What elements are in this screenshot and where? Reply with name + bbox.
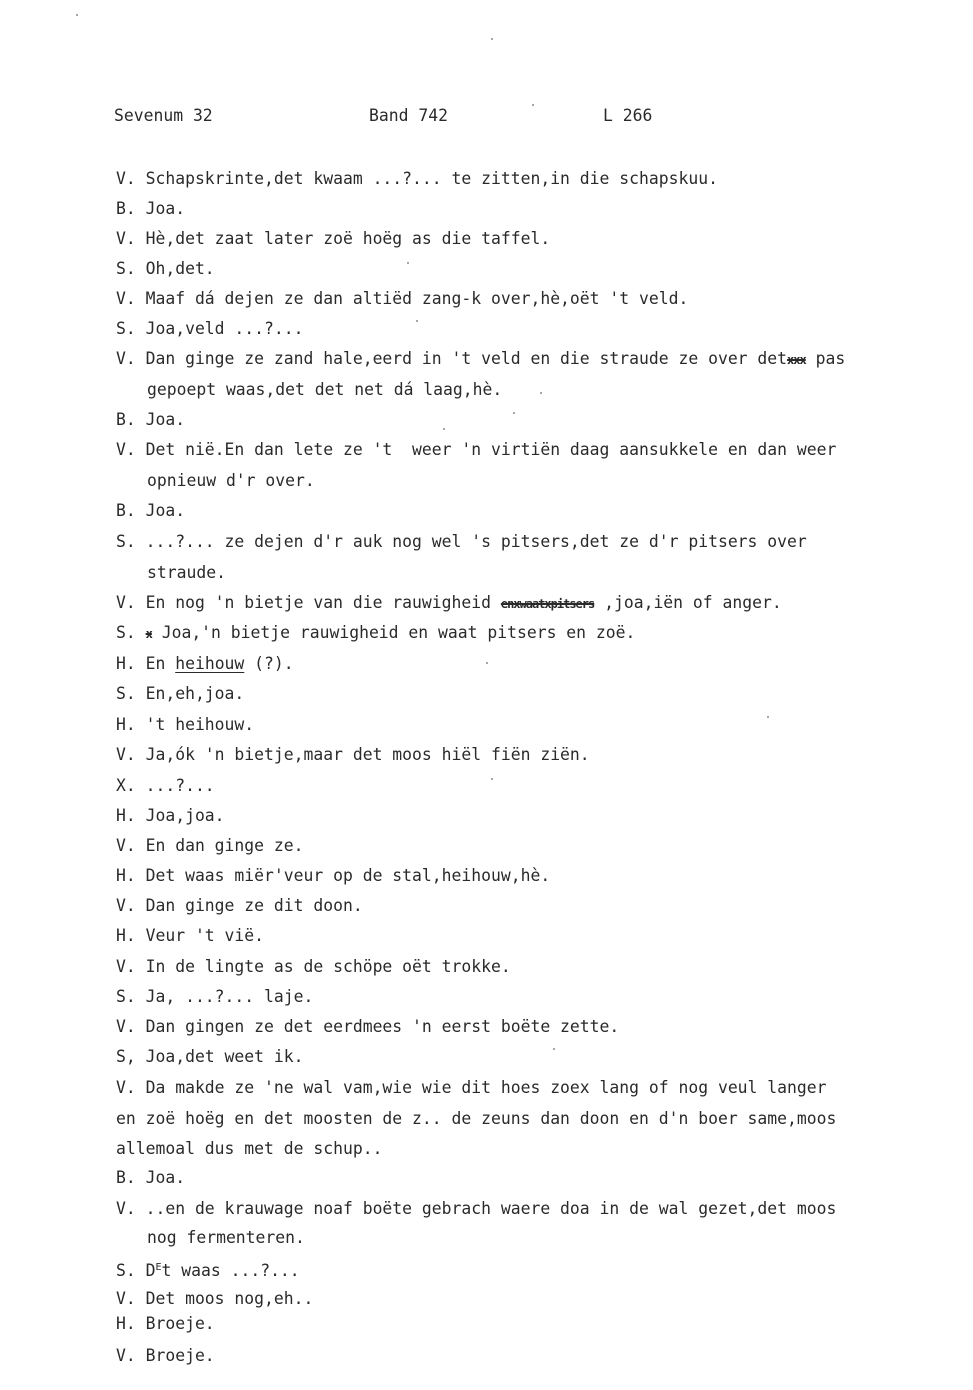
underlined-word: heihouw	[175, 654, 245, 673]
transcript-line: V. Hè,det zaat later zoë hoëg as die taffel.	[116, 229, 551, 248]
transcript-line: H. Veur 't vië.	[116, 926, 265, 945]
line-text: H. En	[116, 654, 176, 673]
transcript-line: V. In de lingte as de schöpe oët trokke.	[116, 957, 511, 976]
struck-text: enxwaatxpitsers	[500, 597, 595, 611]
header-center: Band 742	[369, 106, 448, 125]
transcript-line-continued: nog fermenteren.	[147, 1228, 305, 1247]
transcript-line: V. ..en de krauwage noaf boëte gebrach waere doa in de wal gezet,det moos	[116, 1199, 837, 1218]
scan-speck	[491, 778, 493, 780]
line-text: V. Dan ginge ze zand hale,eerd in 't veld en die straude ze over det	[116, 349, 788, 368]
transcript-line: B. Joa.	[116, 1168, 186, 1187]
transcript-line: H. 't heihouw.	[116, 715, 255, 734]
line-text: S.	[116, 623, 146, 642]
transcript-line-continued: opnieuw d'r over.	[147, 471, 315, 490]
transcript-line-continued: en zoë hoëg en det moosten de z.. de zeuns dan doon en d'n boer same,moos	[116, 1109, 837, 1128]
transcript-line: V. Ja,ók 'n bietje,maar det moos hiël fiën ziën.	[116, 745, 590, 764]
transcript-line: S. ...?... ze dejen d'r auk nog wel 's pitsers,det ze d'r pitsers over	[116, 532, 807, 551]
scan-speck	[553, 1048, 555, 1050]
line-text: t waas ...?...	[161, 1261, 300, 1280]
line-text: (?).	[244, 654, 294, 673]
transcript-line: V. Schapskrinte,det kwaam ...?... te zitten,in die schapskuu.	[116, 169, 718, 188]
transcript-line-continued: straude.	[147, 563, 226, 582]
transcript-line	[116, 623, 635, 644]
transcript-line	[116, 1258, 300, 1281]
transcript-line: V. Dan ginge ze dit doon.	[116, 896, 363, 915]
transcript-line: B. Joa.	[116, 410, 186, 429]
scan-speck	[443, 428, 445, 430]
header-right: L 266	[603, 106, 653, 125]
scan-speck	[540, 392, 542, 394]
transcript-line: B. Joa.	[116, 199, 186, 218]
transcript-line: H. Det waas miër'veur op de stal,heihouw,hè.	[116, 866, 551, 885]
scan-speck	[513, 412, 515, 414]
scan-speck	[76, 14, 78, 16]
line-text: V. En nog 'n bietje van die rauwigheid	[116, 593, 501, 612]
transcript-line	[116, 654, 294, 674]
scan-speck	[416, 320, 418, 322]
transcript-line: V. Dan gingen ze det eerdmees 'n eerst boëte zette.	[116, 1017, 620, 1036]
transcript-line: H. Broeje.	[116, 1314, 215, 1333]
transcript-line: S. Oh,det.	[116, 259, 215, 278]
transcript-line: V. Broeje.	[116, 1346, 215, 1365]
scan-speck	[767, 716, 769, 718]
scan-speck	[491, 38, 493, 40]
scan-speck	[532, 104, 534, 106]
scan-speck	[407, 262, 409, 264]
transcript-line: V. Da makde ze 'ne wal vam,wie wie dit hoes zoex lang of nog veul langer	[116, 1078, 827, 1097]
transcript-line-continued: gepoept waas,det det net dá laag,hè.	[147, 380, 503, 399]
transcript-line: S. Joa,veld ...?...	[116, 319, 304, 338]
transcript-line: H. Joa,joa.	[116, 806, 225, 825]
transcript-line: S, Joa,det weet ik.	[116, 1047, 304, 1066]
transcript-line: V. Maaf dá dejen ze dan altiëd zang-k over,hè,oët 't veld.	[116, 289, 689, 308]
transcript-line-continued: allemoal dus met de schup..	[116, 1139, 383, 1158]
transcript-line: V. En dan ginge ze.	[116, 836, 304, 855]
struck-text: x	[145, 627, 152, 641]
struck-text: xxx	[787, 353, 806, 367]
transcript-line	[116, 349, 845, 370]
superscript-letter: E	[155, 1262, 162, 1273]
transcript-line: S. En,eh,joa.	[116, 684, 245, 703]
transcript-line: X. ...?...	[116, 776, 215, 795]
line-text: Joa,'n bietje rauwigheid en waat pitsers en zoë.	[151, 623, 636, 642]
transcript-line: V. Det moos nog,eh..	[116, 1289, 314, 1308]
header-left: Sevenum 32	[114, 106, 213, 125]
transcript-line: S. Ja, ...?... laje.	[116, 987, 314, 1006]
transcript-line: V. Det nië.En dan lete ze 't weer 'n virtiën daag aansukkele en dan weer	[116, 440, 837, 459]
line-text: S. D	[116, 1261, 156, 1280]
line-text: ,joa,iën of anger.	[594, 593, 782, 612]
transcript-line: B. Joa.	[116, 501, 186, 520]
line-text: pas	[805, 349, 846, 368]
transcript-line	[116, 593, 782, 614]
scan-speck	[486, 662, 488, 664]
